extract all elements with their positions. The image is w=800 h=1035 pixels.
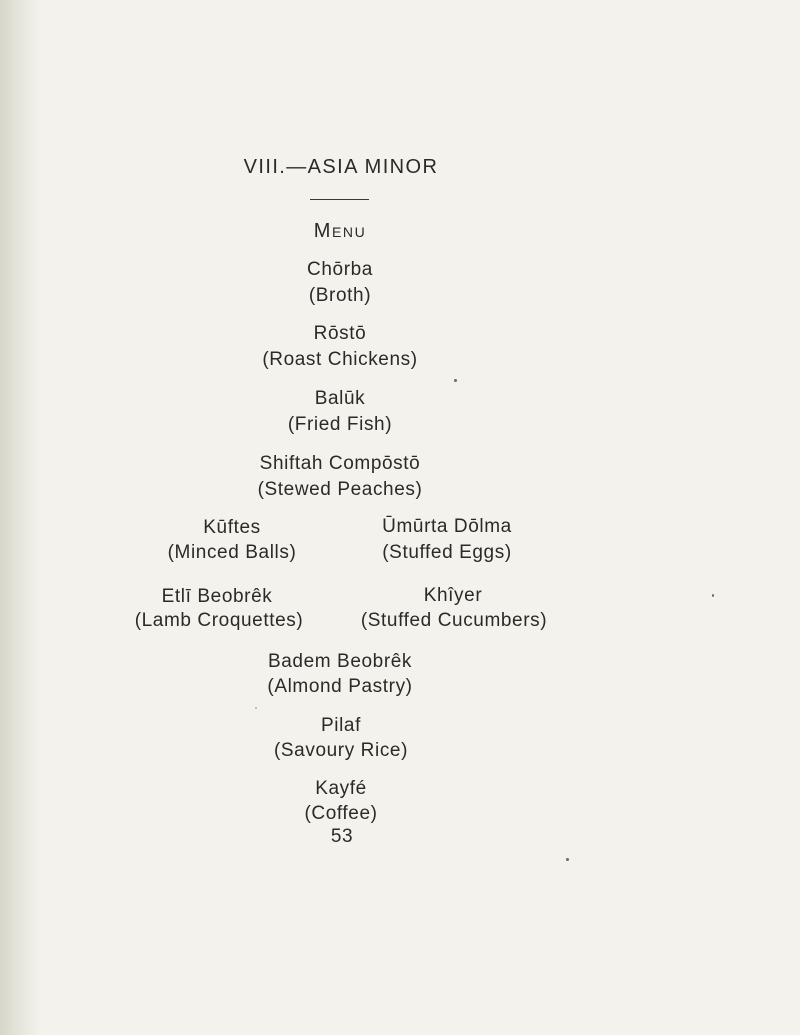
paper-speck bbox=[255, 707, 257, 709]
menu-title-text: Menu bbox=[313, 220, 367, 242]
dish-translation: (Stewed Peaches) bbox=[257, 479, 423, 500]
paper-speck bbox=[454, 379, 457, 382]
section-heading: VIII.—ASIA MINOR bbox=[243, 156, 439, 178]
dish-name: Balūk bbox=[314, 388, 366, 409]
dish-translation: (Minced Balls) bbox=[167, 542, 297, 563]
menu-title bbox=[314, 221, 367, 241]
paper-speck bbox=[712, 594, 714, 597]
paper-speck bbox=[566, 858, 569, 861]
dish-translation: (Coffee) bbox=[304, 803, 378, 824]
dish-translation: (Roast Chickens) bbox=[262, 349, 418, 370]
dish-translation: (Almond Pastry) bbox=[267, 676, 413, 697]
dish-translation: (Stuffed Cucumbers) bbox=[360, 610, 548, 631]
page-number: 53 bbox=[330, 826, 354, 847]
dish-name: Khîyer bbox=[423, 585, 483, 606]
dish-name: Kayfé bbox=[315, 778, 367, 799]
dish-translation: (Fried Fish) bbox=[287, 414, 393, 435]
dish-name: Shiftah Compōstō bbox=[259, 453, 421, 474]
dish-name: Badem Beobrêk bbox=[267, 651, 413, 672]
dish-name: Rōstō bbox=[313, 323, 367, 344]
dish-translation: (Stuffed Eggs) bbox=[382, 542, 512, 563]
dish-translation: (Lamb Croquettes) bbox=[134, 610, 304, 631]
dish-translation: (Savoury Rice) bbox=[273, 740, 409, 761]
dish-name: Chōrba bbox=[307, 259, 373, 280]
dish-translation: (Broth) bbox=[308, 285, 372, 306]
dish-name: Kūftes bbox=[203, 517, 261, 538]
heading-divider bbox=[310, 199, 369, 200]
page-edge-shadow bbox=[0, 0, 40, 1035]
dish-name: Ūmūrta Dōlma bbox=[382, 516, 512, 537]
dish-name: Etlī Beobrêk bbox=[161, 586, 273, 607]
dish-name: Pilaf bbox=[321, 715, 361, 736]
